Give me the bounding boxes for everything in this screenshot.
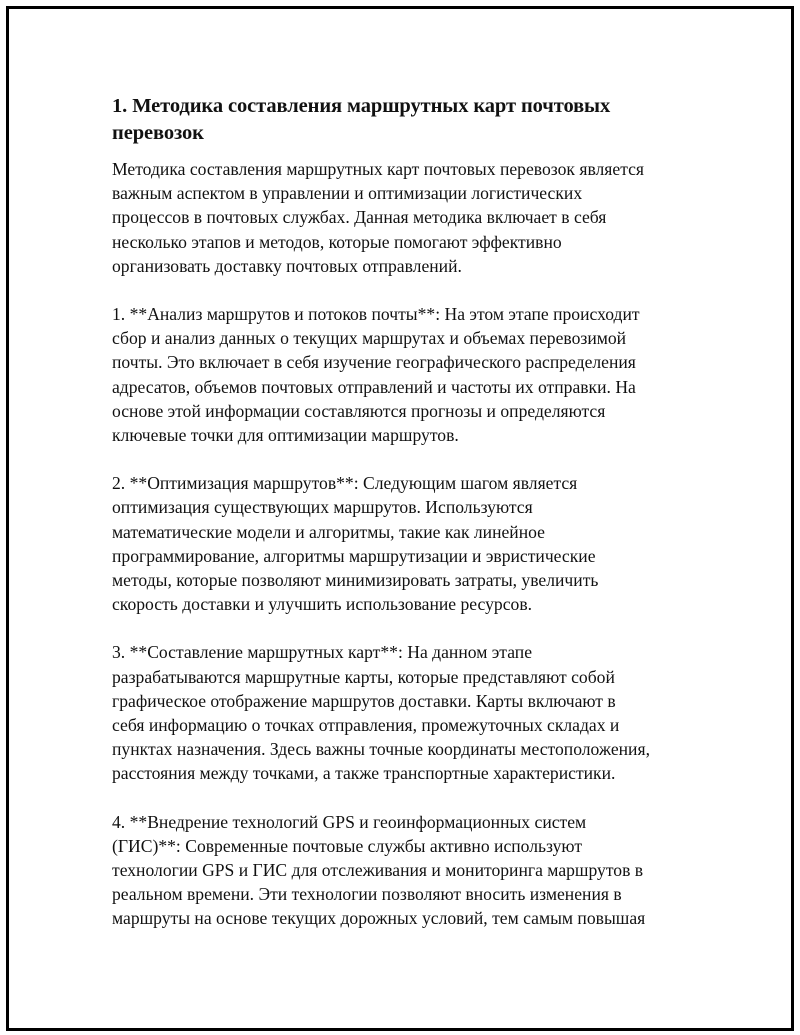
text-line: 4. **Внедрение технологий GPS и геоинформационных систем <box>112 811 587 832</box>
text-line: программирование, алгоритмы маршрутизации и эвристические <box>112 545 596 566</box>
text-line: (ГИС)**: Современные почтовые службы активно используют <box>112 835 583 856</box>
text-line: маршруты на основе текущих дорожных условий, тем самым повышая <box>112 908 646 929</box>
text-line: графическое отображение маршрутов доставки. Карты включают в <box>112 690 616 711</box>
heading-line: перевозок <box>112 122 204 144</box>
text-line: 2. **Оптимизация маршрутов**: Следующим шагом является <box>112 473 578 494</box>
heading-line: 1. Методика составления маршрутных карт почтовых <box>112 95 611 117</box>
text-line: адресатов, объемов почтовых отправлений и частоты их отправки. На <box>112 376 636 397</box>
text-line: технологии GPS и ГИС для отслеживания и мониторинга маршрутов в <box>112 860 644 881</box>
text-line: себя информацию о точках отправления, промежуточных складах и <box>112 715 620 736</box>
step-1-paragraph <box>112 302 690 447</box>
text-line: скорость доставки и улучшить использование ресурсов. <box>112 594 533 615</box>
text-line: разрабатываются маршрутные карты, которые представляют собой <box>112 666 615 687</box>
text-line: реальном времени. Эти технологии позволяют вносить изменения в <box>112 884 622 905</box>
text-line: почты. Это включает в себя изучение географического распределения <box>112 352 636 373</box>
text-line: организовать доставку почтовых отправлений. <box>112 255 462 276</box>
intro-paragraph <box>112 157 690 278</box>
text-line: основе этой информации составляются прогнозы и определяются <box>112 400 606 421</box>
text-line: методы, которые позволяют минимизировать затраты, увеличить <box>112 570 599 591</box>
text-line: пунктах назначения. Здесь важны точные координаты местоположения, <box>112 739 650 760</box>
text-line: процессов в почтовых службах. Данная методика включает в себя <box>112 207 607 228</box>
step-3-paragraph <box>112 640 690 785</box>
text-line: 3. **Составление маршрутных карт**: На данном этапе <box>112 642 533 663</box>
text-line: сбор и анализ данных о текущих маршрутах и объемах перевозимой <box>112 328 627 349</box>
text-line: несколько этапов и методов, которые помогают эффективно <box>112 231 562 252</box>
step-2-paragraph <box>112 471 690 616</box>
document-body <box>112 93 690 931</box>
text-line: ключевые точки для оптимизации маршрутов. <box>112 425 459 446</box>
section-heading <box>112 93 690 147</box>
text-line: расстояния между точками, а также транспортные характеристики. <box>112 763 616 784</box>
text-line: оптимизация существующих маршрутов. Используются <box>112 497 533 518</box>
text-line: 1. **Анализ маршрутов и потоков почты**: На этом этапе происходит <box>112 304 640 325</box>
text-line: важным аспектом в управлении и оптимизации логистических <box>112 183 583 204</box>
text-line: математические модели и алгоритмы, такие как линейное <box>112 521 545 542</box>
text-line: Методика составления маршрутных карт почтовых перевозок является <box>112 159 645 179</box>
step-4-paragraph <box>112 810 690 931</box>
